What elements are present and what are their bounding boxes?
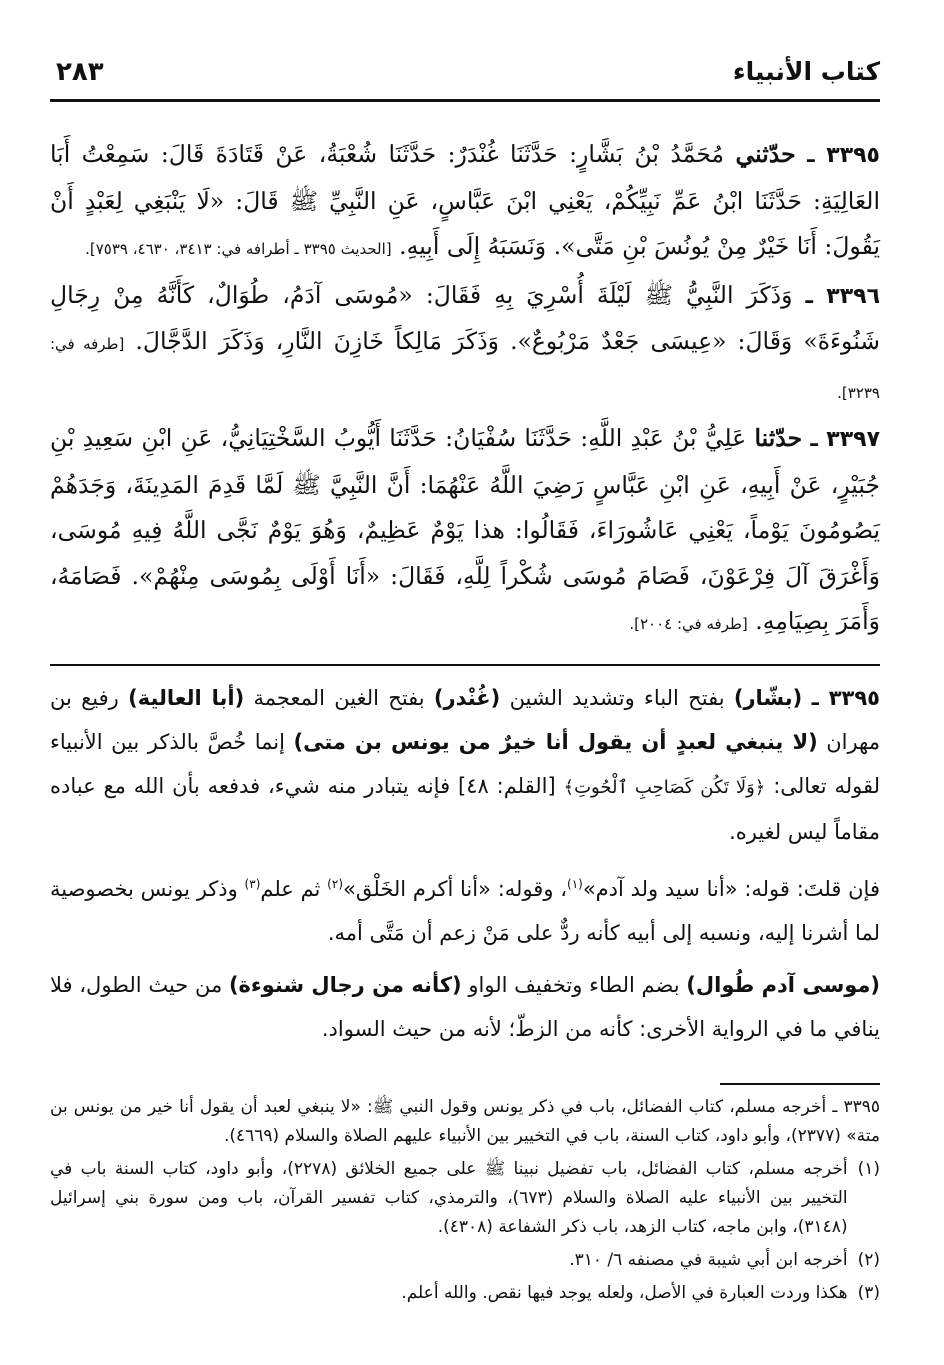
commentary-text: بفتح الباء وتشديد الشين: [509, 685, 725, 710]
book-page: [50, 55, 880, 1312]
commentary-text: ، وقوله: «أنا أكرم الخَلْق»: [343, 876, 567, 901]
footnote-2: [50, 1246, 880, 1275]
quran-verse: ﴿وَلَا تَكُن كَصَاحِبِ ٱلْحُوتِ﴾: [563, 776, 766, 798]
commentary-paragraph: [50, 963, 880, 1051]
hadith-reference: [طرفه في: ٢٠٠٤].: [629, 615, 748, 633]
chapter-title: كتاب الأنبياء: [732, 57, 880, 86]
footnote-takhrij: ٣٣٩٥ ـ أخرجه مسلم، كتاب الفضائل، باب في ذكر يونس وقول النبي ﷺ: «لا ينبغي لعبد أن يقول أنا خير من يونس بن متة» (٢٣٧٧)، وأبو داود، كتاب السنة، باب في التخيير بين الأنبياء عليهم الصلاة والسلام (٤٦٦٩).: [50, 1096, 880, 1146]
hadith-reference: [طرفه في: ٣٢٣٩].: [50, 335, 880, 402]
footnote-text: أخرجه ابن أبي شيبة في مصنفه ٦/ ٣١٠.: [569, 1249, 848, 1270]
footnote-marker[interactable]: (٢): [327, 876, 343, 891]
commentary-paragraph: [50, 676, 880, 854]
hadith-text: مُحَمَّدُ بْنُ بَشَّارٍ: حَدَّثَنَا غُنْدَرٌ: حَدَّثَنَا شُعْبَةُ، عَنْ قَتَادَةَ قَالَ: سَمِعْتُ أَبَا العَالِيَةِ: حَدَّثَنَا ابْنُ عَمِّ نَبِيِّكُمْ، يَعْنِي ابْنَ عَبَّاسٍ، عَنِ النَّبِيِّ ﷺ قَالَ: «لَا يَنْبَغِي لِعَبْدٍ أَنْ يَقُولَ: أَنَا خَيْرٌ مِنْ يُونُسَ بْنِ مَتَّى». وَنَسَبَهُ إِلَى أَبِيهِ.: [50, 140, 880, 260]
hadith-3396: [50, 273, 880, 417]
footnote-1: [50, 1155, 880, 1242]
commentary-text: رفيع بن مهران: [50, 685, 880, 754]
page-number: ٢٨٣: [56, 57, 104, 87]
commentary-term: (أبا العالية): [128, 685, 245, 710]
commentary-paragraph: [50, 862, 880, 955]
hadith-3397: [50, 416, 880, 648]
running-header: [50, 55, 880, 99]
hadith-3395: [50, 132, 880, 273]
footnote-3: [50, 1279, 880, 1308]
hadith-reference: [الحديث ٣٣٩٥ ـ أطرافه في: ٣٤١٣، ٤٦٣٠، ٧٥٣٩].: [85, 240, 392, 258]
commentary-text: بضم الطاء وتخفيف الواو: [468, 972, 680, 997]
header-divider: [50, 99, 880, 102]
footnote-text: هكذا وردت العبارة في الأصل، ولعله يوجد فيها نقص. والله أعلم.: [401, 1282, 848, 1303]
hadith-text: وَذَكَرَ النَّبِيُّ ﷺ لَيْلَةَ أُسْرِيَ بِهِ فَقَالَ: «مُوسَى آدَمُ، طُوَالٌ، كَأَنَّهُ مِنْ رِجَالِ شَنُوءَةَ» وَقَالَ: «عِيسَى جَعْدٌ مَرْبُوعٌ». وَذَكَرَ مَالِكاً خَازِنَ النَّارِ، وَذَكَرَ الدَّجَّالَ.: [50, 280, 880, 355]
hadith-lead: حدّثنا: [754, 424, 803, 452]
footnote-divider: [720, 1083, 880, 1085]
hadith-number: ٣٣٩٥ ـ: [807, 143, 880, 168]
hadith-lead: حدّثني: [735, 140, 796, 168]
commentary-term: (كأنه من رجال شنوءة): [228, 972, 462, 997]
commentary-term: (غُنْدر): [433, 685, 501, 710]
footnote-marker[interactable]: (٣): [244, 876, 261, 891]
footnote-text: أخرجه مسلم، كتاب الفضائل، باب تفضيل نبينا ﷺ على جميع الخلائق (٢٢٧٨)، وأبو داود، كتاب السنة باب في التخيير بين الأنبياء عليه الصلاة والسلام (٦٧٣)، والترمذي، كتاب تفسير القرآن، باب ومن سورة بني إسرائيل (٣١٤٨)، وابن ماجه، كتاب الزهد، باب ذكر الشفاعة (٤٣٠٨).: [50, 1158, 848, 1237]
hadith-number: ٣٣٩٦ ـ: [805, 283, 880, 309]
commentary-number: ٣٣٩٥ ـ: [811, 685, 880, 710]
commentary-term: (موسى آدم طُوال): [686, 972, 880, 997]
footnote-marker[interactable]: (١): [567, 876, 583, 891]
commentary-text: [القلم: ٤٨] فإنه يتبادر منه شيء، فدفعه بأن الله مع عباده مقاماً ليس لغيره.: [50, 773, 880, 844]
commentary-text: ثم علم: [260, 876, 328, 901]
footnote-number: (٣): [857, 1282, 880, 1303]
commentary-divider: [50, 664, 880, 666]
commentary-term: (لا ينبغي لعبدٍ أن يقول أنا خيرٌ من يونس بن متى): [293, 729, 818, 754]
commentary-text: وذكر يونس بخصوصية لما أشرنا إليه، ونسبه إلى أبيه كأنه ردٌّ على مَنْ زعم أن مَتَّى أمه.: [50, 876, 880, 945]
footnote-number: (١): [857, 1158, 880, 1179]
footnote-number: (٢): [857, 1249, 880, 1270]
commentary-text: إنما خُصَّ بالذكر بين الأنبياء لقوله تعالى:: [50, 729, 880, 798]
commentary-text: من حيث الطول، فلا ينافي ما في الرواية الأخرى: كأنه من الزطّ؛ لأنه من حيث السواد.: [50, 972, 880, 1041]
commentary-text: بفتح الغين المعجمة: [253, 685, 425, 710]
commentary-text: فإن قلتَ: قوله: «أنا سيد ولد آدم»: [582, 876, 880, 901]
hadith-number: ٣٣٩٧ ـ: [810, 427, 880, 452]
hadith-text: عَلِيُّ بْنُ عَبْدِ اللَّهِ: حَدَّثَنَا سُفْيَانُ: حَدَّثَنَا أَيُّوبُ السَّخْتِيَانِيُّ، عَنِ ابْنِ سَعِيدِ بْنِ جُبَيْرٍ، عَنْ أَبِيهِ، عَنِ ابْنِ عَبَّاسٍ رَضِيَ اللَّهُ عَنْهُمَا: أَنَّ النَّبِيَّ ﷺ لَمَّا قَدِمَ المَدِينَةَ، وَجَدَهُمْ يَصُومُونَ يَوْماً، يَعْنِي عَاشُورَاءَ، فَقَالُوا: هذا يَوْمٌ عَظِيمٌ، وَهُوَ يَوْمٌ نَجَّى اللَّهُ فِيهِ مُوسَى، وَأَغْرَقَ آلَ فِرْعَوْنَ، فَصَامَ مُوسَى شُكْراً لِلَّهِ، فَقَالَ: «أَنَا أَوْلَى بِمُوسَى مِنْهُمْ». فَصَامَهُ، وَأَمَرَ بِصِيَامِهِ.: [50, 424, 880, 635]
commentary-term: (بشّار): [733, 685, 803, 710]
